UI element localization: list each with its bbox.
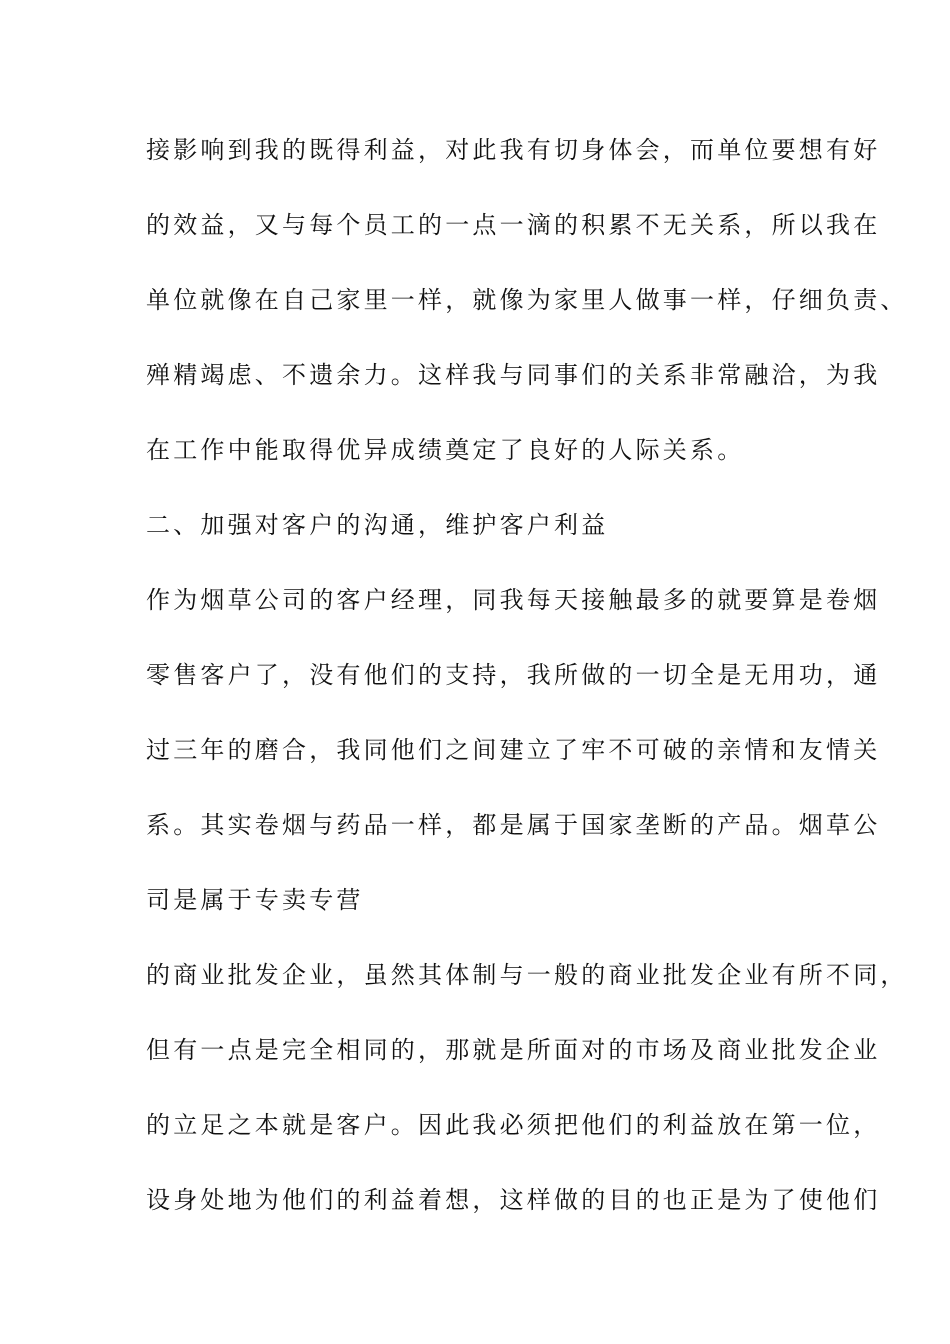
body-text-line: 殚精竭虑、不遗余力。这样我与同事们的关系非常融洽，为我 [146,361,881,389]
body-text-line: 系。其实卷烟与药品一样，都是属于国家垄断的产品。烟草公 [146,811,881,839]
body-text-line: 司是属于专卖专营 [146,886,364,914]
body-text-line: 但有一点是完全相同的，那就是所面对的市场及商业批发企业 [146,1036,881,1064]
body-text-line: 在工作中能取得优异成绩奠定了良好的人际关系。 [146,436,745,464]
body-text-line: 的商业批发企业，虽然其体制与一般的商业批发企业有所不同， [146,961,908,989]
body-text-line: 设身处地为他们的利益着想，这样做的目的也正是为了使他们 [146,1186,881,1214]
section-heading: 二、加强对客户的沟通，维护客户利益 [146,511,609,539]
body-text-line: 接影响到我的既得利益，对此我有切身体会，而单位要想有好 [146,136,881,164]
body-text-line: 的效益，又与每个员工的一点一滴的积累不无关系，所以我在 [146,211,881,239]
body-text-line: 零售客户了，没有他们的支持，我所做的一切全是无用功，通 [146,661,881,689]
body-text-line: 过三年的磨合，我同他们之间建立了牢不可破的亲情和友情关 [146,736,881,764]
body-text-line: 作为烟草公司的客户经理，同我每天接触最多的就要算是卷烟 [146,586,881,614]
body-text-line: 的立足之本就是客户。因此我必须把他们的利益放在第一位， [146,1111,881,1139]
body-text-line: 单位就像在自己家里一样，就像为家里人做事一样，仔细负责、 [146,286,908,314]
